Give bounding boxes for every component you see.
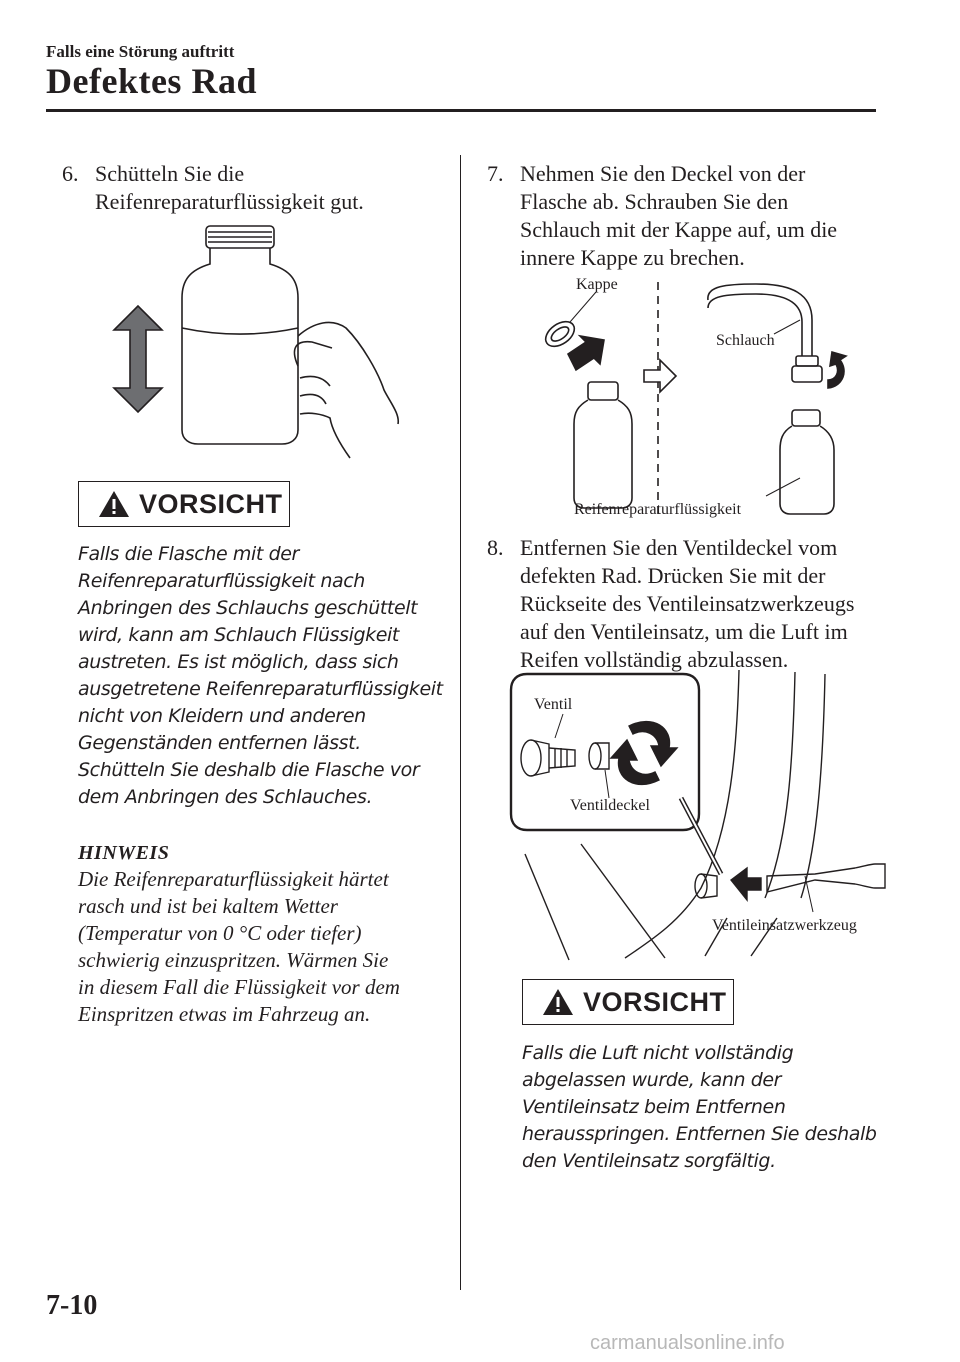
caution-line: Falls die Flasche mit der	[78, 543, 299, 565]
step-number: 7.	[487, 161, 504, 186]
step-line: Entfernen Sie den Ventildeckel vom	[520, 535, 838, 560]
label-valve-cap: Ventildeckel	[570, 797, 650, 814]
step-line: Nehmen Sie den Deckel von der	[520, 161, 806, 186]
caution-line: herausspringen. Entfernen Sie deshalb	[522, 1123, 877, 1145]
caution-line: austreten. Es ist möglich, dass sich	[78, 651, 399, 673]
hose-attach-illustration	[530, 270, 860, 525]
caution-line: dem Anbringen des Schlauches.	[78, 786, 373, 808]
step-line: defekten Rad. Drücken Sie mit der	[520, 563, 826, 588]
step-number: 6.	[62, 161, 79, 186]
caution-header	[78, 481, 290, 527]
label-cap: Kappe	[576, 276, 618, 293]
note-line: rasch und ist bei kaltem Wetter	[78, 894, 338, 918]
note-line: schwierig einzuspritzen. Wärmen Sie	[78, 948, 389, 972]
page-title: Defektes Rad	[46, 61, 257, 101]
caution-line: Anbringen des Schlauchs geschüttelt	[78, 597, 418, 619]
label-valve: Ventil	[534, 696, 573, 713]
section-label: Falls eine Störung auftritt	[46, 42, 235, 61]
caution-line: Falls die Luft nicht vollständig	[522, 1042, 794, 1064]
label-hose: Schlauch	[716, 332, 775, 349]
step-line: Schütteln Sie die	[95, 161, 245, 186]
warning-triangle-icon	[541, 987, 575, 1017]
step-number: 8.	[487, 535, 504, 560]
note-heading: HINWEIS	[78, 842, 170, 864]
caution-label: VORSICHT	[583, 986, 727, 1017]
caution-line: Gegenständen entfernen lässt.	[78, 732, 361, 754]
watermark[interactable]: carmanualsonline.info	[590, 1332, 785, 1354]
step-7	[487, 160, 907, 272]
caution-text	[522, 1040, 922, 1175]
warning-triangle-icon	[97, 489, 131, 519]
caution-line: Ventileinsatz beim Entfernen	[522, 1096, 786, 1118]
label-valve-core-tool: Ventileinsatzwerkzeug	[712, 917, 857, 934]
caution-line: Reifenreparaturflüssigkeit nach	[78, 570, 365, 592]
up-down-arrow-icon	[114, 306, 162, 412]
caution-header	[522, 979, 734, 1025]
step-8	[487, 534, 907, 674]
step-6	[62, 160, 452, 216]
step-line: Reifenreparaturflüssigkeit gut.	[95, 189, 364, 214]
note-line: in diesem Fall die Flüssigkeit vor dem	[78, 975, 400, 999]
note-line: Einspritzen etwas im Fahrzeug an.	[78, 1002, 371, 1026]
caution-line: ausgetretene Reifenreparaturflüssigkeit	[78, 678, 443, 700]
caution-line: Schütteln Sie deshalb die Flasche vor	[78, 759, 420, 781]
caution-line: nicht von Kleidern und anderen	[78, 705, 366, 727]
note-text	[78, 866, 458, 1028]
step-line: Schlauch mit der Kappe auf, um die	[520, 217, 838, 242]
step-line: Flasche ab. Schrauben Sie den	[520, 189, 789, 214]
note-line: Die Reifenreparaturflüssigkeit härtet	[78, 867, 389, 891]
shake-bottle-illustration	[100, 218, 400, 468]
label-repair-fluid: Reifenreparaturflüssigkeit	[574, 501, 742, 518]
title-divider	[46, 109, 876, 112]
step-line: innere Kappe zu brechen.	[520, 245, 745, 270]
note-line: (Temperatur von 0 °C oder tiefer)	[78, 921, 362, 945]
caution-text	[78, 541, 458, 811]
caution-line: wird, kann am Schlauch Flüssigkeit	[78, 624, 399, 646]
caution-line: abgelassen wurde, kann der	[522, 1069, 782, 1091]
column-divider	[460, 155, 461, 1290]
page-number: 7-10	[46, 1290, 98, 1321]
caution-label: VORSICHT	[139, 488, 283, 519]
caution-line: den Ventileinsatz sorgfältig.	[522, 1150, 776, 1172]
step-line: Reifen vollständig abzulassen.	[520, 647, 789, 672]
step-line: auf den Ventileinsatz, um die Luft im	[520, 619, 848, 644]
step-line: Rückseite des Ventileinsatzwerkzeugs	[520, 591, 855, 616]
